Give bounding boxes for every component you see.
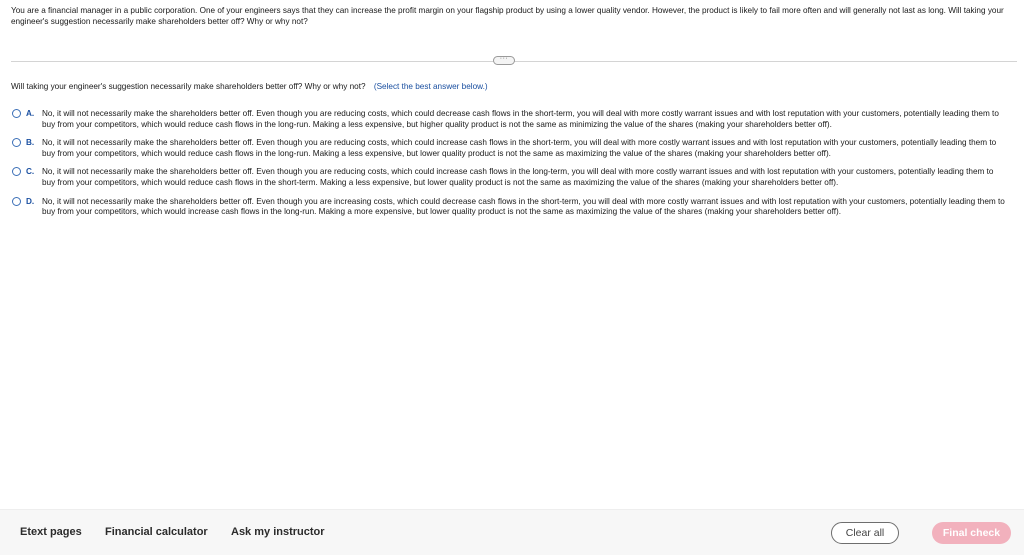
etext-pages-link[interactable]: Etext pages: [20, 526, 82, 538]
answer-options: [11, 108, 1006, 225]
ellipsis-icon: ···: [499, 55, 509, 62]
option-b[interactable]: [11, 137, 1006, 159]
question-text: You are a financial manager in a public corporation. One of your engineers says that they can increase the profit margin on your flagship product by using a lower quality vendor. However, the product is likely to fail more often and will generally not last as long. Will taking your engineer's suggestion necessarily make shareholders better off? Why or why not?: [11, 6, 1004, 26]
option-letter: B.: [26, 138, 35, 148]
option-text: No, it will not necessarily make the shareholders better off. Even though you are reducing costs, which could increase cash flows in the short-term, you will deal with more costly warrant issues and with lost reputation with your customers, potentially leading them to buy from your competitors, which would reduce cash flows in the long-run. Making a less expensive, but lower quality product is not the same as maximizing the value of the shares (making your shareholders better off).: [42, 138, 997, 158]
prompt-hint: (Select the best answer below.): [373, 82, 488, 91]
clear-all-button[interactable]: Clear all: [831, 522, 899, 544]
expand-question-button[interactable]: [493, 56, 515, 65]
answer-prompt: [11, 82, 488, 92]
option-letter: D.: [26, 196, 35, 206]
option-d[interactable]: [11, 196, 1006, 218]
radio-button-icon[interactable]: [12, 109, 21, 118]
financial-calculator-link[interactable]: Financial calculator: [105, 526, 208, 538]
prompt-text: Will taking your engineer's suggestion necessarily make shareholders better off? Why or why not?: [11, 82, 366, 91]
option-letter: C.: [26, 167, 35, 177]
option-text: No, it will not necessarily make the shareholders better off. Even though you are increasing costs, which could decrease cash flows in the short-term, you will deal with more costly warrant issues and with lost reputation with your customers, potentially leading them to buy from your competitors, which would increase cash flows in the long-run. Making a more expensive, but lower quality product is not the same as maximizing the value of the shares (making your shareholders better off).: [42, 196, 1005, 217]
option-text: No, it will not necessarily make the shareholders better off. Even though you are reducing costs, which could decrease cash flows in the short-term, you will deal with more costly warrant issues and with lost reputation with your customers, potentially leading them to buy from your competitors, which would reduce cash flows in the long-run. Making a less expensive, but higher quality product is not the same as minimizing the value of the shares (making your shareholders better off).: [42, 109, 999, 129]
option-c[interactable]: [11, 166, 1006, 188]
option-letter: A.: [26, 109, 35, 118]
radio-button-icon[interactable]: [12, 167, 21, 176]
ask-instructor-link[interactable]: Ask my instructor: [231, 526, 325, 538]
option-a[interactable]: [11, 108, 1006, 130]
footer-toolbar: [0, 509, 1024, 555]
final-check-button[interactable]: Final check: [932, 522, 1011, 544]
option-text: No, it will not necessarily make the shareholders better off. Even though you are reducing costs, which could increase cash flows in the long-term, you will deal with more costly warrant issues and with lost reputation with your customers, potentially leading them to buy from your competitors, which would reduce cash flows in the short-term. Making a less expensive, but lower quality product is not the same as maximizing the value of the shares (making your shareholders better off).: [42, 167, 994, 187]
radio-button-icon[interactable]: [12, 197, 21, 206]
radio-button-icon[interactable]: [12, 138, 21, 147]
